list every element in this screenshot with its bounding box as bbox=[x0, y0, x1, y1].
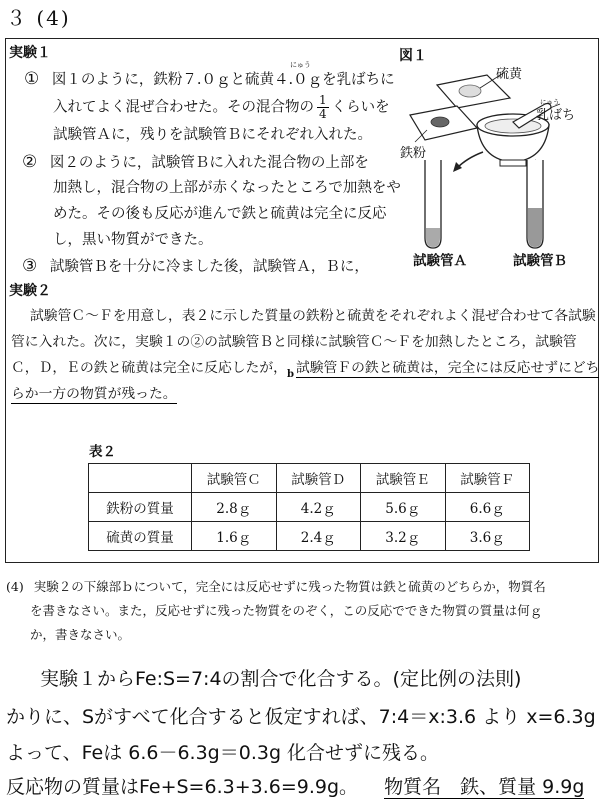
question-text1: 実験２の下線部ｂについて，完全には反応せずに残った物質は鉄と硫黄のどちらか，物質名 bbox=[33, 579, 546, 594]
iron-pile bbox=[431, 117, 449, 127]
label-mortar: 乳ばち bbox=[536, 108, 576, 123]
exp2-line1: 試験管Ｃ～Ｆを用意し，表２に示した質量の鉄粉と硫黄をそれぞれよく混ぜ合わせて各試験 bbox=[30, 308, 596, 324]
table2 bbox=[88, 463, 530, 551]
table-cell: 3.2ｇ bbox=[361, 522, 446, 551]
exp1-title: 実験１ bbox=[9, 45, 51, 61]
fraction-numerator: 1 bbox=[319, 93, 327, 107]
step2-line1: 図２のように，試験管Ｂに入れた混合物の上部を bbox=[49, 155, 369, 171]
fraction-one-quarter bbox=[317, 94, 329, 121]
exp2-line3-text: Ｃ，Ｄ，Ｅの鉄と硫黄は完全に反応したが， bbox=[11, 360, 287, 376]
exp2-title: 実験２ bbox=[9, 283, 51, 299]
answer-line4 bbox=[6, 772, 584, 802]
exp1-step2 bbox=[22, 149, 369, 176]
label-mortar-ruby: にゅう bbox=[540, 98, 560, 106]
table-row bbox=[89, 522, 530, 551]
step1-line2-end: くらいを bbox=[331, 99, 390, 116]
table-header-cell: 試験管Ｅ bbox=[361, 464, 446, 493]
figure1-label: 図１ bbox=[399, 48, 427, 64]
step3-number: ③ bbox=[22, 256, 38, 276]
label-tube-a: 試験管Ａ bbox=[413, 253, 467, 269]
step1-line1: 図１のように，鉄粉７.０ｇと硫黄４.０ｇを乳ばちに bbox=[51, 72, 395, 88]
step1-line2-text: 入れてよく混ぜ合わせた。その混合物の bbox=[53, 99, 314, 116]
step1-line2 bbox=[53, 94, 390, 121]
problem-heading: ３ (4) bbox=[6, 6, 71, 30]
exp2-line2: 管に入れた。次に，実験１の②の試験管Ｂと同様に試験管Ｃ～Ｆを加熱したところ，試験管 bbox=[11, 334, 577, 350]
answer-line3: よって、Feは 6.6－6.3g＝0.3g 化合せずに残る。 bbox=[6, 742, 440, 764]
question-line3: か，書きなさい。 bbox=[30, 627, 131, 642]
table-header-cell bbox=[89, 464, 192, 493]
exp1-step3 bbox=[22, 253, 369, 280]
step2-line4: し，黒い物質ができた。 bbox=[53, 232, 213, 248]
step1-number: ① bbox=[24, 69, 40, 89]
table2-title: 表２ bbox=[89, 444, 116, 460]
exp2-line3 bbox=[11, 355, 599, 383]
step1-ruby: にゅう bbox=[290, 61, 311, 69]
step2-line2: 加熱し，混合物の上部が赤くなったところで加熱をや bbox=[53, 180, 401, 196]
label-tube-b: 試験管Ｂ bbox=[513, 253, 567, 269]
table-cell: 6.6ｇ bbox=[445, 493, 530, 522]
label-sulfur: 硫黄 bbox=[496, 67, 523, 82]
table-cell: 鉄粉の質量 bbox=[89, 493, 192, 522]
answer-mass-calc: 反応物の質量はFe+S=6.3+3.6=9.9g。 bbox=[6, 776, 359, 798]
sulfur-pile bbox=[459, 85, 481, 97]
underlined-text-b-part1: 試験管Ｆの鉄と硫黄は，完全には反応せずにどち bbox=[295, 360, 600, 376]
table-cell: 3.6ｇ bbox=[445, 522, 530, 551]
question-label: (4) bbox=[6, 579, 24, 594]
table-header-row bbox=[89, 464, 530, 493]
question-line1 bbox=[6, 575, 546, 599]
step3-line1: 試験管Ｂを十分に冷ました後，試験管Ａ，Ｂに， bbox=[49, 259, 369, 275]
table-cell: 2.8ｇ bbox=[192, 493, 277, 522]
table-cell: 2.4ｇ bbox=[276, 522, 361, 551]
step2-line3: めた。その後も反応が進んで鉄と硫黄は完全に反応 bbox=[53, 206, 387, 222]
answer-line2: かりに、Sがすべて化合すると仮定すれば、7:4＝x:3.6 より x=6.3g bbox=[6, 706, 596, 728]
table-cell: 5.6ｇ bbox=[361, 493, 446, 522]
label-iron: 鉄粉 bbox=[400, 146, 427, 161]
question-line2: を書きなさい。また，反応せずに残った物質をのぞく，この反応でできた物質の質量は何ｇ bbox=[30, 603, 543, 618]
table-header-cell: 試験管Ｄ bbox=[276, 464, 361, 493]
table-header-cell: 試験管Ｃ bbox=[192, 464, 277, 493]
table-header-cell: 試験管Ｆ bbox=[445, 464, 530, 493]
exp1-step1 bbox=[24, 66, 395, 93]
exp2-line4 bbox=[11, 381, 177, 407]
final-answer: 物質名 鉄、質量 9.9g bbox=[384, 776, 585, 798]
table-cell: 4.2ｇ bbox=[276, 493, 361, 522]
step1-line3: 試験管Ａに，残りを試験管Ｂにそれぞれ入れた。 bbox=[53, 127, 372, 143]
table-cell: 硫黄の質量 bbox=[89, 522, 192, 551]
table-row bbox=[89, 493, 530, 522]
underlined-text-b-part2: らか一方の物質が残った。 bbox=[11, 386, 177, 402]
answer-line1: 実験１からFe:S=7:4の割合で化合する。(定比例の法則) bbox=[40, 668, 522, 690]
arrow-to-tube-a bbox=[457, 152, 483, 168]
fraction-denominator: 4 bbox=[319, 107, 327, 121]
table-cell: 1.6ｇ bbox=[192, 522, 277, 551]
underline-mark-b: b bbox=[286, 369, 294, 380]
step2-number: ② bbox=[22, 152, 38, 172]
